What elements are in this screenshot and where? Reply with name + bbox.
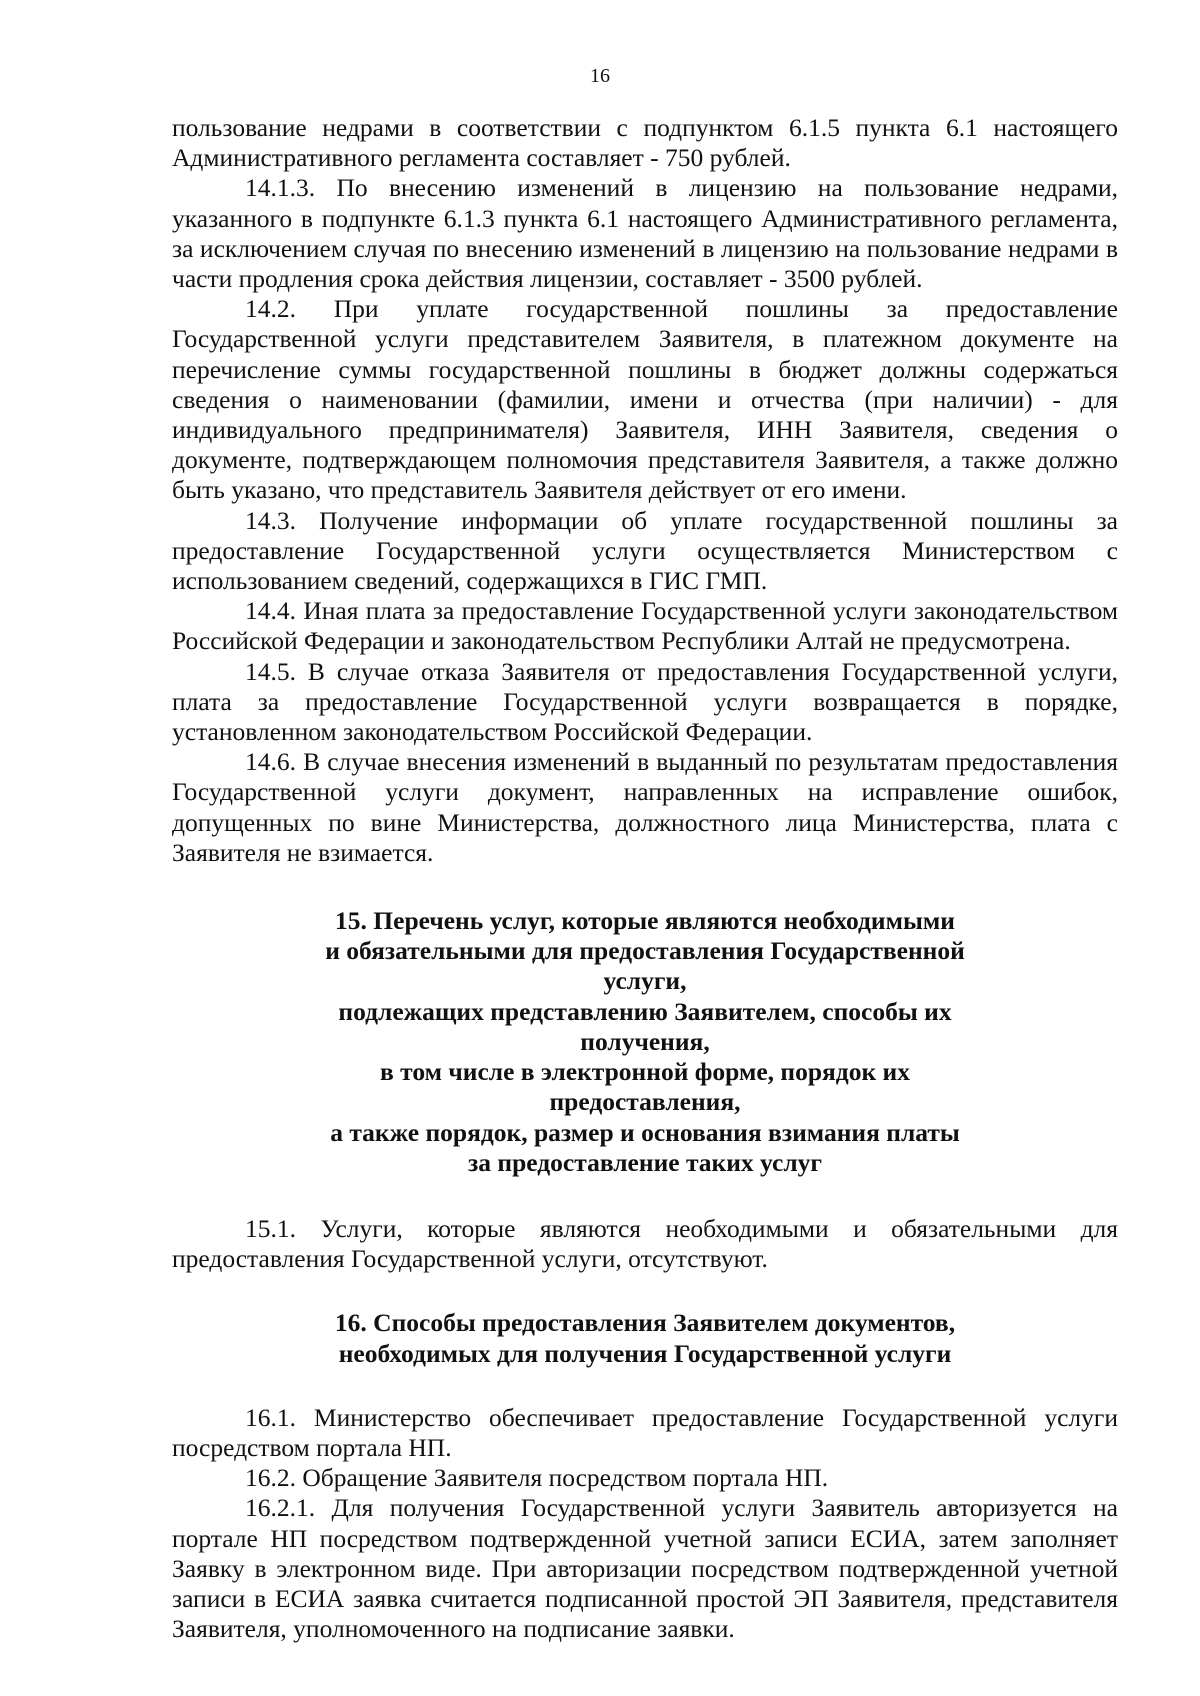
paragraph-14-1-3: 14.1.3. По внесению изменений в лицензию на пользование недрами, указанного в подпункте 6.1.3 пункта 6.1 настоящего Административного регламента, за исключением случая по внесению изменений в лицензию на пользование недрами в части продления срока действия лицензии, составляет - 3500 рублей. bbox=[172, 173, 1118, 294]
section-15-heading-line: и обязательными для предоставления Государственной услуги, bbox=[325, 936, 965, 996]
paragraph-16-2-1: 16.2.1. Для получения Государственной услуги Заявитель авторизуется на портале НП посредством подтвержденной учетной записи ЕСИА, затем заполняет Заявку в электронном виде. При авторизации посредством подтвержденной учетной записи в ЕСИА заявка считается подписанной простой ЭП Заявителя, представителя Заявителя, уполномоченного на подписание заявки. bbox=[172, 1493, 1118, 1644]
section-15-heading-line: за предоставление таких услуг bbox=[468, 1147, 822, 1177]
section-15-heading bbox=[172, 906, 1118, 1178]
paragraph-16-2: 16.2. Обращение Заявителя посредством портала НП. bbox=[245, 1463, 829, 1493]
spacer bbox=[172, 868, 1118, 906]
paragraph-14-6: 14.6. В случае внесения изменений в выданный по результатам предоставления Государственной услуги документ, направленных на исправление ошибок, допущенных по вине Министерства, должностного лица Министерства, плата с Заявителя не взимается. bbox=[172, 747, 1118, 867]
section-16-heading-line: 16. Способы предоставления Заявителем документов, bbox=[334, 1308, 956, 1338]
paragraph-14-4: 14.4. Иная плата за предоставление Государственной услуги законодательством Российской Федерации и законодательством Республики Алтай не предусмотрена. bbox=[172, 596, 1118, 656]
document-body bbox=[172, 113, 1118, 1644]
paragraph-continuation: пользование недрами в соответствии с подпунктом 6.1.5 пункта 6.1 настоящего Административного регламента составляет - 750 рублей. bbox=[172, 113, 1118, 173]
section-15-heading-line: в том числе в электронной форме, порядок их предоставления, bbox=[380, 1057, 910, 1117]
section-15-heading-line: а также порядок, размер и основания взимания платы bbox=[330, 1117, 960, 1147]
paragraph-14-2: 14.2. При уплате государственной пошлины за предоставление Государственной услуги представителем Заявителя, в платежном документе на перечисление суммы государственной пошлины в бюджет должны содержаться сведения о наименовании (фамилии, имени и отчества (при наличии) - для индивидуального предпринимателя) Заявителя, ИНН Заявителя, сведения о документе, подтверждающем полномочия представителя Заявителя, а также должно быть указано, что представитель Заявителя действует от его имени. bbox=[172, 294, 1118, 505]
paragraph-16-1: 16.1. Министерство обеспечивает предоставление Государственной услуги посредством портала НП. bbox=[172, 1402, 1118, 1462]
section-15-heading-line: подлежащих представлению Заявителем, способы их получения, bbox=[338, 996, 952, 1056]
section-16-heading-line: необходимых для получения Государственной услуги bbox=[338, 1338, 952, 1368]
paragraph-14-5: 14.5. В случае отказа Заявителя от предоставления Государственной услуги, плата за предоставление Государственной услуги возвращается в порядке, установленном законодательством Российской Федерации. bbox=[172, 656, 1118, 747]
spacer bbox=[172, 1178, 1118, 1214]
page-number: 16 bbox=[590, 65, 610, 87]
paragraph-15-1: 15.1. Услуги, которые являются необходимыми и обязательными для предоставления Государственной услуги, отсутствуют. bbox=[172, 1213, 1118, 1274]
section-15-heading-line: 15. Перечень услуг, которые являются необходимыми bbox=[335, 906, 955, 936]
spacer bbox=[172, 1369, 1118, 1403]
spacer bbox=[172, 1274, 1118, 1308]
paragraph-14-3: 14.3. Получение информации об уплате государственной пошлины за предоставление Государственной услуги осуществляется Министерством с использованием сведений, содержащихся в ГИС ГМП. bbox=[172, 505, 1118, 596]
section-16-heading bbox=[172, 1308, 1118, 1368]
